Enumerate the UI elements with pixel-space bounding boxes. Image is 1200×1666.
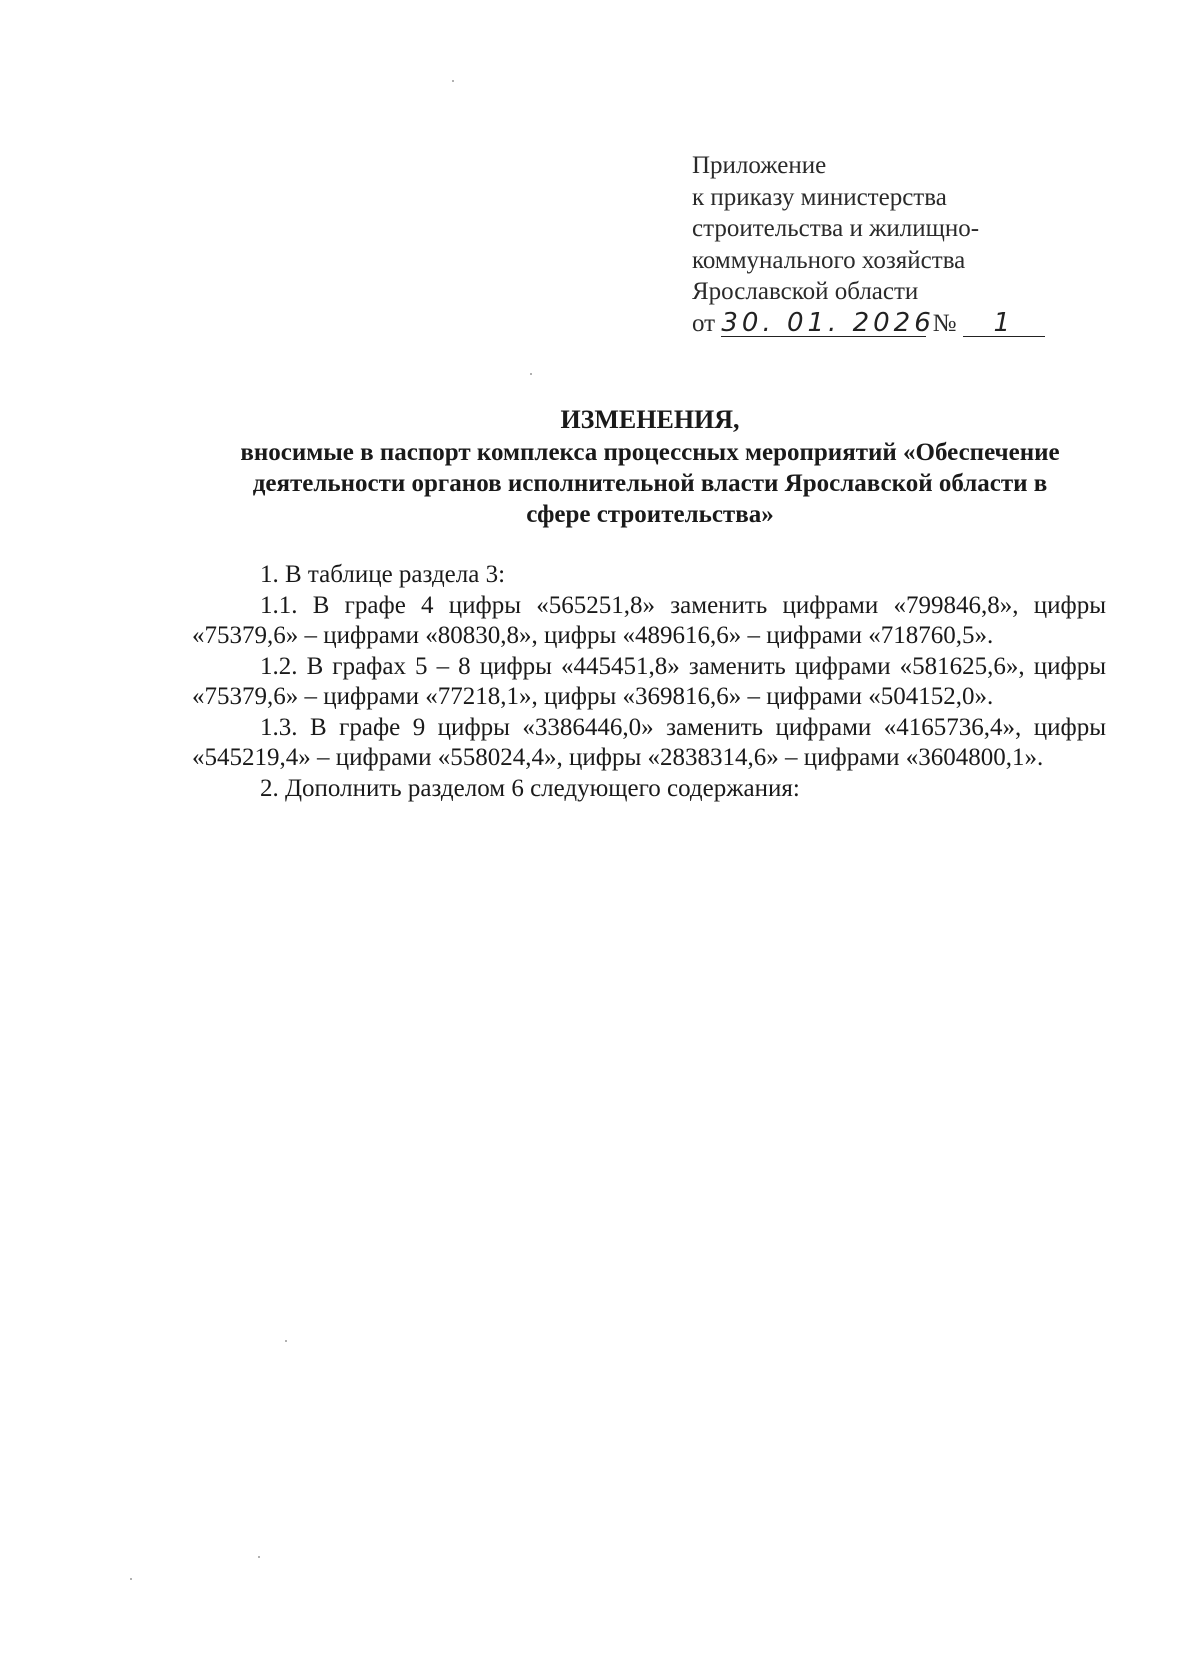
order-date-line bbox=[692, 308, 1132, 340]
title-heading: ИЗМЕНЕНИЯ, bbox=[560, 405, 740, 434]
title-subtitle-line: сфере строительства» bbox=[526, 501, 774, 528]
appendix-block bbox=[692, 150, 1132, 339]
scan-speck bbox=[452, 80, 454, 82]
number-sign: № bbox=[932, 309, 957, 337]
paragraph: 1.3. В графе 9 цифры «3386446,0» заменить цифрами «4165736,4», цифры «545219,4» – цифрами «558024,4», цифры «2838314,6» – цифрами «3604800,1». bbox=[192, 713, 1106, 771]
handwritten-number: 1 bbox=[963, 310, 1045, 337]
scan-speck bbox=[530, 373, 532, 375]
paragraph: 1. В таблице раздела 3: bbox=[260, 561, 506, 588]
paragraph: 1.1. В графе 4 цифры «565251,8» заменить цифрами «799846,8», цифры «75379,6» – цифрами «80830,8», цифры «489616,6» – цифрами «718760,5». bbox=[192, 591, 1106, 649]
appendix-line: к приказу министерства bbox=[692, 183, 947, 211]
document-title bbox=[190, 404, 1110, 530]
title-subtitle-line: вносимые в паспорт комплекса процессных мероприятий «Обеспечение bbox=[240, 439, 1060, 466]
appendix-line: строительства и жилищно- bbox=[692, 215, 980, 242]
appendix-line: коммунального хозяйства bbox=[692, 246, 966, 274]
date-prefix: от bbox=[692, 309, 716, 337]
scan-speck bbox=[130, 1578, 132, 1580]
scan-speck bbox=[258, 1556, 260, 1558]
document-body bbox=[192, 560, 1106, 804]
title-subtitle-line: деятельности органов исполнительной власти Ярославской области в bbox=[252, 470, 1048, 497]
paragraph: 1.2. В графах 5 – 8 цифры «445451,8» заменить цифрами «581625,6», цифры «75379,6» – цифрами «77218,1», цифры «369816,6» – цифрами «504152,0». bbox=[192, 652, 1106, 710]
scan-speck bbox=[285, 1340, 287, 1342]
appendix-line: Приложение bbox=[692, 152, 827, 179]
paragraph: 2. Дополнить разделом 6 следующего содержания: bbox=[260, 774, 800, 802]
appendix-line: Ярославской области bbox=[692, 278, 919, 305]
handwritten-date: 30. 01. 2026 bbox=[721, 307, 935, 338]
